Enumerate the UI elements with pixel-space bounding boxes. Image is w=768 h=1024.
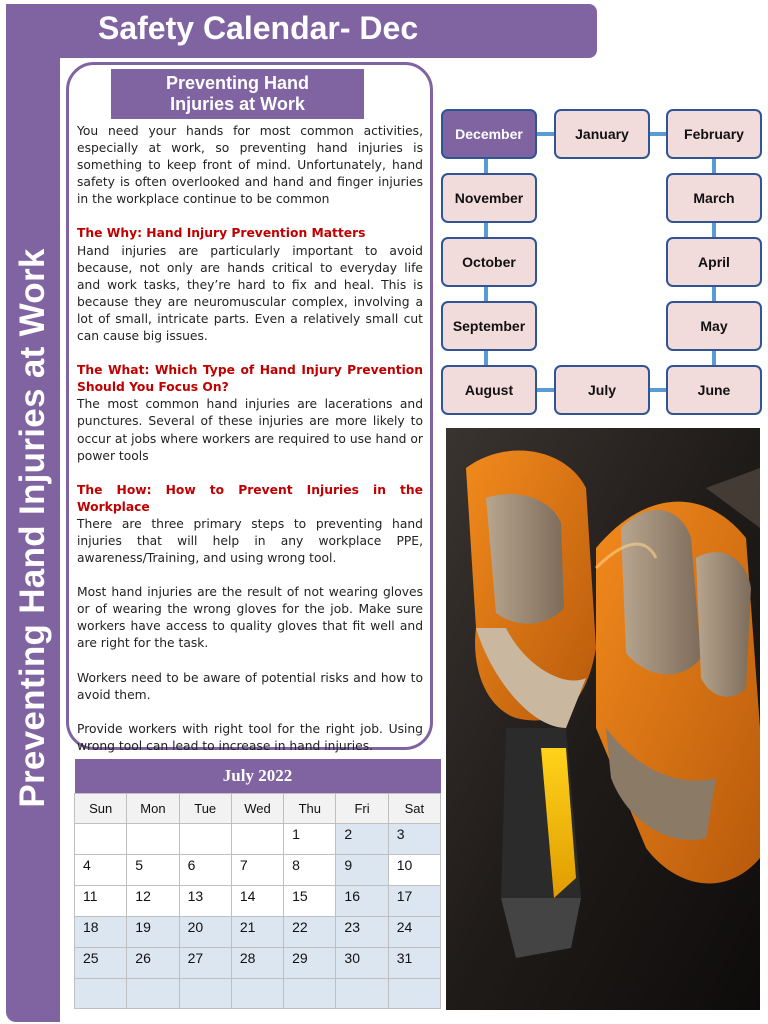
calendar-day: 25 [75, 947, 127, 978]
intro-paragraph: You need your hands for most common activities, especially at work, so preventing hand injuries is something to keep front of mind. Unfortunately, hand safety is often overlooked and hand and finger injuries in the workplace continue to be common [77, 124, 423, 207]
calendar-day: 5 [127, 854, 179, 885]
why-paragraph: Hand injuries are particularly important to avoid because, not only are hands critical to everyday life and work tasks, they’re hard to fix and heal. This is because they are neuromuscular complex, involving a lot of small, intricate parts. Even a relatively small cut can cause big issues. [77, 243, 423, 344]
calendar-day: 28 [231, 947, 283, 978]
calendar-day: 16 [336, 885, 388, 916]
calendar-day: 8 [284, 854, 336, 885]
awareness-paragraph: Workers need to be aware of potential risks and how to avoid them. [77, 670, 423, 702]
dow-fri: Fri [336, 793, 388, 823]
calendar-day: 18 [75, 916, 127, 947]
month-diagram [438, 108, 764, 418]
calendar-day: 27 [179, 947, 231, 978]
dow-tue: Tue [179, 793, 231, 823]
calendar-week [75, 947, 441, 978]
page-title: Safety Calendar- Dec [98, 10, 419, 46]
gloves-photo [446, 428, 760, 1010]
calendar-day: 17 [388, 885, 440, 916]
calendar-day: 30 [336, 947, 388, 978]
calendar-day [284, 978, 336, 1008]
calendar-day [179, 978, 231, 1008]
calendar-week [75, 916, 441, 947]
calendar-day: 20 [179, 916, 231, 947]
calendar-day: 14 [231, 885, 283, 916]
calendar-day: 26 [127, 947, 179, 978]
calendar-week [75, 885, 441, 916]
calendar-day [336, 978, 388, 1008]
calendar-day [231, 823, 283, 854]
calendar-week [75, 854, 441, 885]
month-node-december: December [441, 109, 537, 159]
calendar-title: July 2022 [75, 759, 441, 793]
calendar-day [388, 978, 440, 1008]
how-paragraph: There are three primary steps to preventing hand injuries that will help in any workplace PPE, awareness/Training, and using wrong tool. [77, 516, 423, 566]
calendar-day: 7 [231, 854, 283, 885]
calendar-day: 2 [336, 823, 388, 854]
calendar-day [127, 823, 179, 854]
article-body [77, 123, 423, 755]
calendar-day: 23 [336, 916, 388, 947]
calendar-day: 12 [127, 885, 179, 916]
month-node-january: January [554, 109, 650, 159]
calendar-day: 11 [75, 885, 127, 916]
month-node-november: November [441, 173, 537, 223]
calendar-day [231, 978, 283, 1008]
article-title [111, 69, 364, 119]
month-node-may: May [666, 301, 762, 351]
month-node-june: June [666, 365, 762, 415]
dow-mon: Mon [127, 793, 179, 823]
calendar-day: 29 [284, 947, 336, 978]
calendar-day: 13 [179, 885, 231, 916]
what-paragraph: The most common hand injuries are lacerations and punctures. Several of these injuries are more likely to occur at jobs where workers are required to use hand or power tools [77, 397, 423, 463]
calendar-day [179, 823, 231, 854]
month-node-february: February [666, 109, 762, 159]
calendar-week [75, 823, 441, 854]
calendar-day: 15 [284, 885, 336, 916]
calendar-day: 4 [75, 854, 127, 885]
month-node-september: September [441, 301, 537, 351]
calendar-day: 19 [127, 916, 179, 947]
month-node-april: April [666, 237, 762, 287]
gloves-paragraph: Most hand injuries are the result of not wearing gloves or of wearing the wrong gloves for the job. Make sure workers have access to quality gloves that fit well and are right for the task. [77, 585, 423, 651]
article-title-line-1: Preventing Hand [165, 73, 310, 93]
calendar-day [127, 978, 179, 1008]
month-node-august: August [441, 365, 537, 415]
calendar-day: 6 [179, 854, 231, 885]
dow-sun: Sun [75, 793, 127, 823]
side-title: Preventing Hand Injuries at Work [13, 248, 52, 808]
month-node-march: March [666, 173, 762, 223]
dow-thu: Thu [284, 793, 336, 823]
july-calendar [74, 759, 441, 1009]
calendar-day: 10 [388, 854, 440, 885]
article-card [66, 62, 433, 753]
article-title-line-2: Injuries at Work [170, 94, 305, 114]
calendar-day: 31 [388, 947, 440, 978]
dow-wed: Wed [231, 793, 283, 823]
month-node-october: October [441, 237, 537, 287]
calendar-day: 22 [284, 916, 336, 947]
calendar-week [75, 978, 441, 1008]
tool-paragraph: Provide workers with right tool for the right job. Using wrong tool can lead to increase in hand injuries. [77, 721, 423, 753]
why-heading: The Why: Hand Injury Prevention Matters [77, 226, 366, 241]
gloves-illustration [446, 428, 760, 1010]
calendar-day: 24 [388, 916, 440, 947]
how-heading: The How: How to Prevent Injuries in the Workplace [77, 482, 423, 514]
calendar-day [75, 978, 127, 1008]
calendar-day: 9 [336, 854, 388, 885]
what-heading: The What: Which Type of Hand Injury Prevention Should You Focus On? [77, 363, 423, 395]
month-node-july: July [554, 365, 650, 415]
dow-sat: Sat [388, 793, 440, 823]
calendar-day: 21 [231, 916, 283, 947]
calendar-day [75, 823, 127, 854]
calendar-day: 1 [284, 823, 336, 854]
calendar-day: 3 [388, 823, 440, 854]
top-banner [6, 4, 597, 58]
